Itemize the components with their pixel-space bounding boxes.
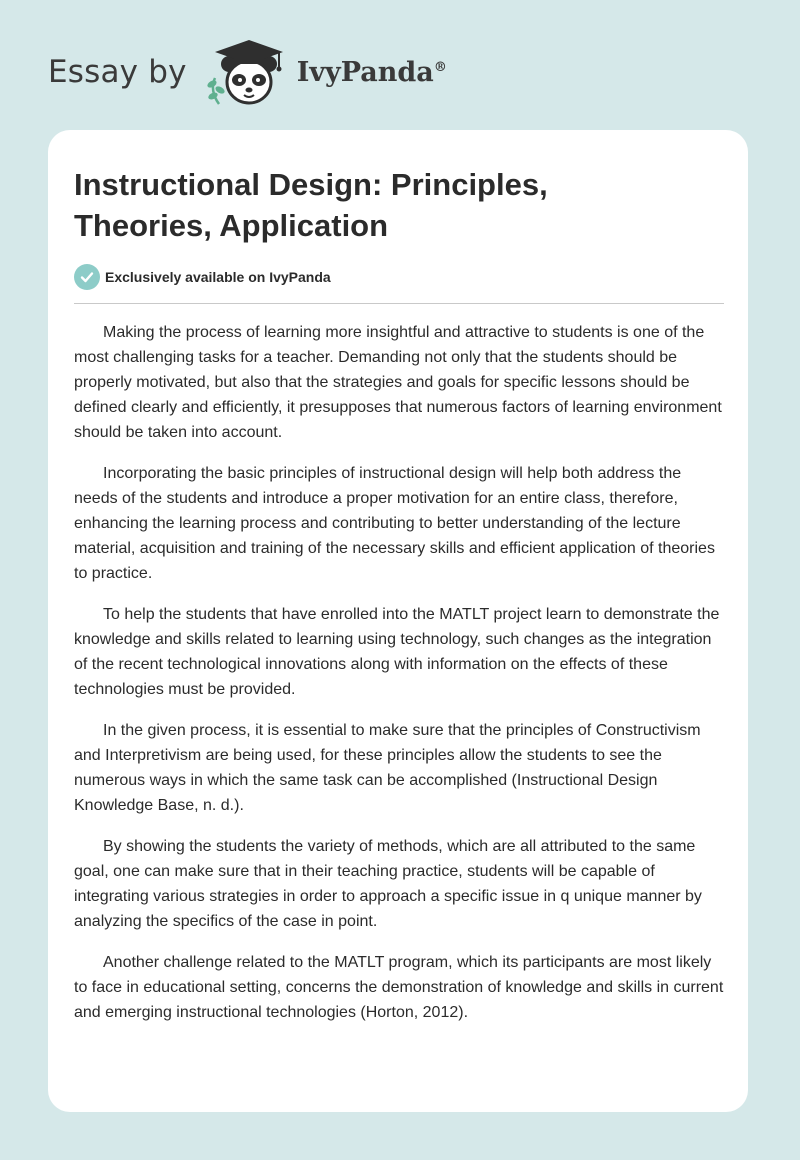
paragraph: To help the students that have enrolled into the MATLT project learn to demonstrate the knowledge and skills related to learning using technology, such changes as the integration of the recent technological innovations along with information on the effects of these technologies must be provided.: [74, 606, 720, 698]
registered-mark: ®: [433, 59, 447, 75]
brand-name[interactable]: IvyPanda®: [296, 56, 447, 88]
site-header: [48, 34, 447, 110]
essay-card: [48, 130, 748, 1112]
title-line-1: Instructional Design: Principles,: [74, 167, 548, 202]
article-body: [74, 320, 726, 1041]
paragraph: Another challenge related to the MATLT program, which its participants are most likely to face in educational setting, concerns the demonstration of knowledge and skills in current and emerging instructional technologies (Horton, 2012).: [74, 954, 724, 1021]
check-circle-icon: [74, 264, 100, 290]
essay-by-label: Essay by: [48, 54, 187, 90]
title-line-2: Theories, Application: [74, 208, 389, 243]
panda-graduate-icon[interactable]: [201, 34, 293, 110]
paragraph: Making the process of learning more insightful and attractive to students is one of the most challenging tasks for a teacher. Demanding not only that the students should be properly motivated, but also that the strategies and goals for specific lessons should be defined clearly and efficiently, it presupposes that numerous factors of learning environment should be taken into account.: [74, 324, 722, 441]
page-title: [74, 164, 724, 246]
exclusive-badge: [74, 264, 331, 290]
exclusive-label: Exclusively available on IvyPanda: [105, 269, 331, 285]
paragraph: In the given process, it is essential to make sure that the principles of Constructivism and Interpretivism are being used, for these principles allow the students to see the numerous ways in which the same task can be accomplished (Instructional Design Knowledge Base, n. d.).: [74, 722, 701, 814]
paragraph: Incorporating the basic principles of instructional design will help both address the needs of the students and introduce a proper motivation for an entire class, therefore, enhancing the learning process and contributing to better understanding of the lecture material, acquisition and training of the necessary skills and efficient application of theories to practice.: [74, 465, 715, 582]
divider: [74, 303, 724, 304]
paragraph: By showing the students the variety of methods, which are all attributed to the same goal, one can make sure that in their teaching practice, students will be capable of integrating various strategies in order to approach a specific issue in q unique manner by analyzing the specifics of the case in point.: [74, 838, 702, 930]
